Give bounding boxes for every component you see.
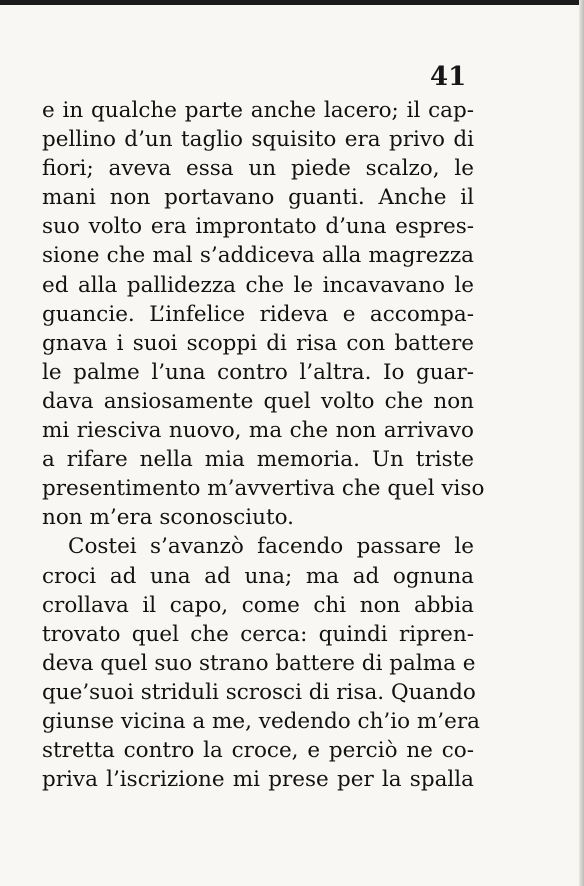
text-line: deva quel suo strano battere di palma e bbox=[42, 650, 476, 676]
top-border bbox=[0, 0, 584, 5]
text-line: fiori; aveva essa un piede scalzo, le bbox=[42, 156, 474, 182]
page-number: 41 bbox=[430, 62, 467, 92]
text-line: pellino d’un taglio squisito era privo di bbox=[42, 127, 474, 153]
text-line: non m’era sconosciuto. bbox=[42, 505, 294, 531]
text-line: e in qualche parte anche lacero; il cap- bbox=[42, 98, 474, 123]
text-line: mani non portavano guanti. Anche il bbox=[42, 185, 474, 211]
body-text bbox=[42, 96, 485, 794]
text-line: trovato quel che cerca: quindi ripren- bbox=[42, 621, 474, 647]
text-line: le palme l’una contro l’altra. Io guar- bbox=[42, 359, 474, 385]
paragraph-1 bbox=[42, 96, 485, 532]
text-line: guancie. L’infelice rideva e accompa- bbox=[42, 301, 474, 327]
text-line: crollava il capo, come chi non abbia bbox=[42, 592, 474, 618]
text-line: suo volto era improntato d’una espres- bbox=[42, 214, 474, 240]
paragraph-2 bbox=[42, 532, 480, 794]
text-line: que’suoi striduli scrosci di risa. Quando bbox=[42, 679, 476, 705]
text-line: giunse vicina a me, vedendo ch’io m’era bbox=[42, 708, 480, 734]
text-line: mi riesciva nuovo, ma che non arrivavo bbox=[42, 418, 474, 444]
text-line: croci ad una ad una; ma ad ognuna bbox=[42, 563, 474, 589]
text-line: gnava i suoi scoppi di risa con battere bbox=[42, 330, 474, 356]
text-line: presentimento m’avvertiva che quel viso bbox=[42, 476, 485, 502]
text-line: sione che mal s’addiceva alla magrezza bbox=[42, 243, 474, 269]
text-line: priva l’iscrizione mi prese per la spalla bbox=[42, 767, 474, 793]
text-line: a rifare nella mia memoria. Un triste bbox=[42, 447, 474, 473]
text-line: ed alla pallidezza che le incavavano le bbox=[42, 272, 474, 298]
page-edge bbox=[579, 0, 584, 886]
text-line: Costei s’avanzò facendo passare le bbox=[68, 534, 474, 560]
text-line: dava ansiosamente quel volto che non bbox=[42, 388, 474, 414]
text-line: stretta contro la croce, e perciò ne co- bbox=[42, 738, 474, 764]
